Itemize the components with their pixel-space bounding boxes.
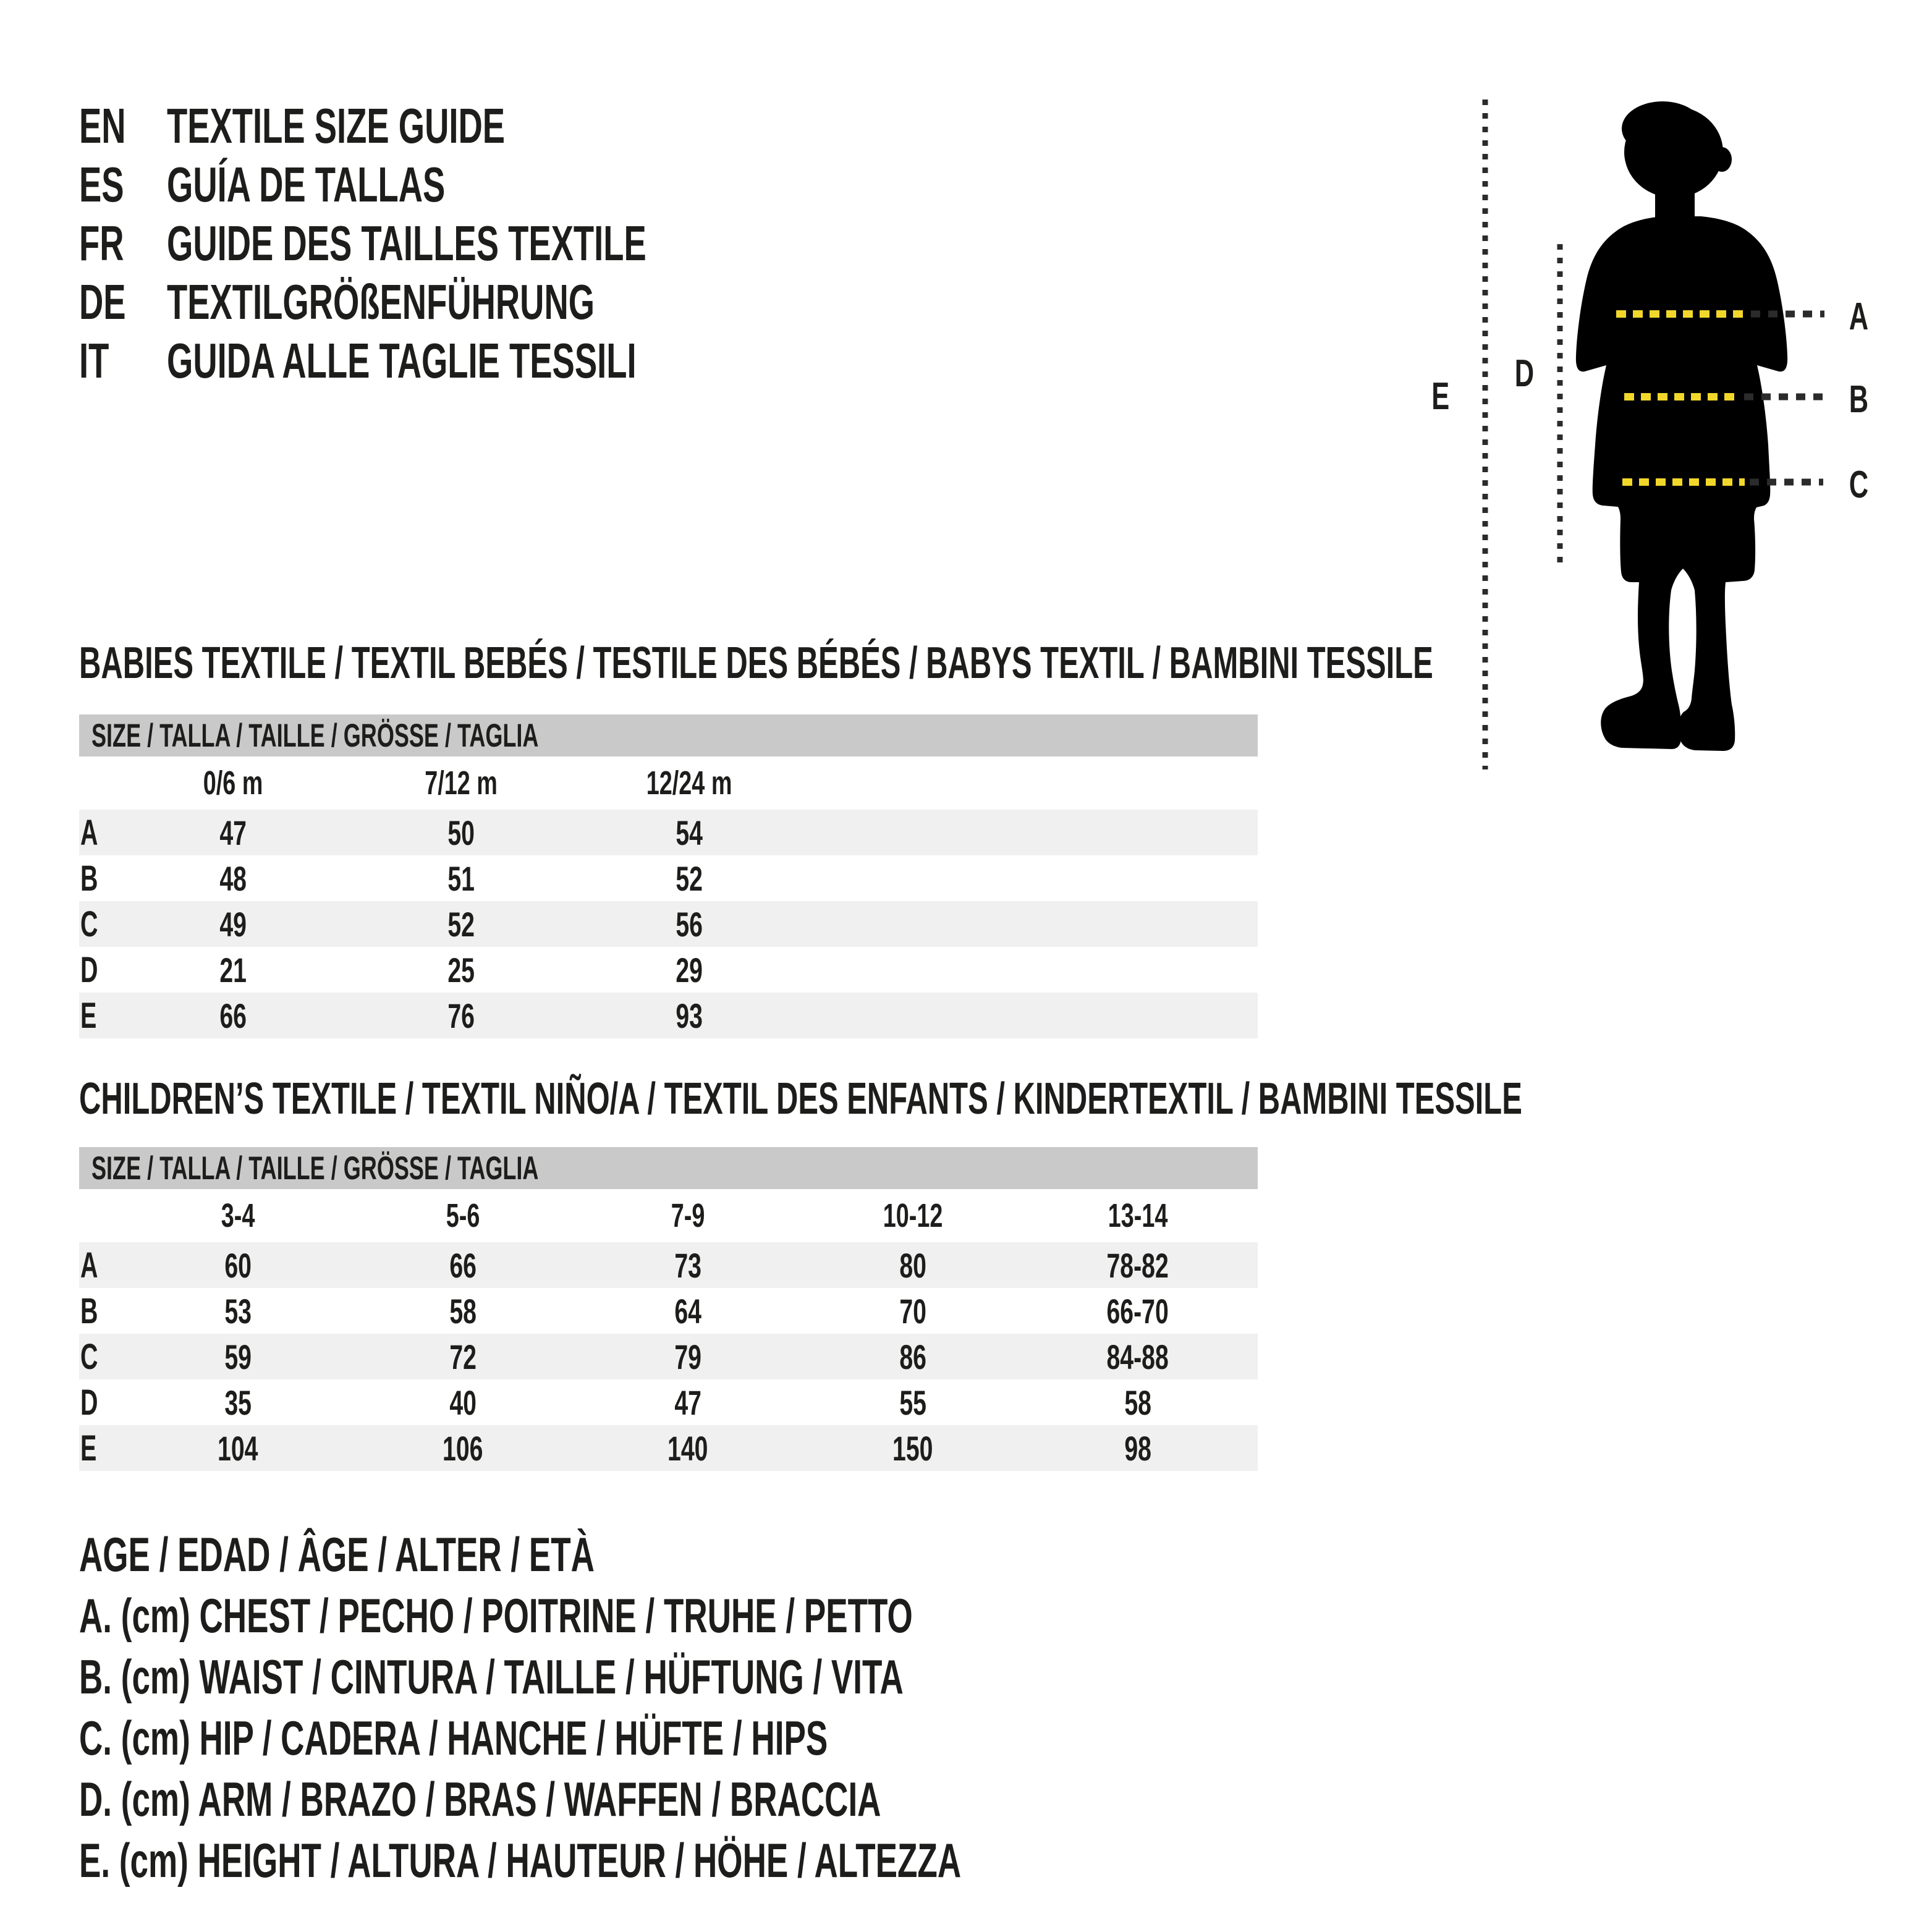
language-title: TEXTILGRÖßENFÜHRUNG — [167, 274, 595, 329]
language-code: ES — [79, 157, 124, 212]
table-row — [79, 947, 1258, 993]
children-column-header-row — [79, 1189, 1258, 1242]
table-cell: 70 — [899, 1291, 926, 1331]
table-cell: 58 — [1124, 1383, 1151, 1422]
row-label: E — [80, 1428, 97, 1468]
babies-section-heading: BABIES TEXTILE / TEXTIL BEBÉS / TESTILE DES BÉBÉS / BABYS TEXTIL / BAMBINI TESSILE — [79, 638, 1433, 688]
table-row — [79, 1242, 1258, 1288]
row-label: C — [80, 1336, 98, 1377]
table-cell: 29 — [676, 950, 703, 989]
table-cell: 35 — [224, 1383, 252, 1422]
table-cell: 56 — [676, 904, 703, 944]
table-row — [79, 1379, 1258, 1425]
table-cell: 47 — [219, 813, 247, 852]
table-cell: 66-70 — [1106, 1291, 1169, 1331]
table-cell: 72 — [449, 1337, 477, 1376]
table-cell: 50 — [447, 813, 475, 852]
label-hip: C — [1849, 464, 1869, 506]
legend-waist-line: B. (cm) WAIST / CINTURA / TAILLE / HÜFTUNG / VITA — [79, 1650, 904, 1704]
table-cell: 25 — [447, 950, 475, 989]
babies-size-header-bar: SIZE / TALLA / TAILLE / GRÖSSE / TAGLIA — [79, 714, 1258, 756]
children-section-heading: CHILDREN’S TEXTILE / TEXTIL NIÑO/A / TEXTIL DES ENFANTS / KINDERTEXTIL / BAMBINI TESSILE — [79, 1074, 1522, 1124]
table-cell: 140 — [667, 1428, 708, 1468]
table-cell: 51 — [447, 858, 475, 898]
table-cell: 150 — [892, 1428, 933, 1468]
language-code: DE — [79, 274, 126, 329]
language-title: GUIDE DES TAILLES TEXTILE — [167, 216, 646, 271]
table-cell: 93 — [676, 996, 703, 1035]
table-cell: 47 — [674, 1383, 701, 1422]
row-label: B — [80, 1290, 98, 1331]
table-cell: 21 — [219, 950, 247, 989]
label-waist: B — [1849, 378, 1869, 421]
table-cell: 53 — [224, 1291, 252, 1331]
label-arm: D — [1514, 352, 1535, 395]
table-row — [79, 810, 1258, 855]
legend-age-line: AGE / EDAD / ÂGE / ALTER / ETÀ — [79, 1527, 595, 1582]
children-size-header-bar: SIZE / TALLA / TAILLE / GRÖSSE / TAGLIA — [79, 1147, 1258, 1189]
column-header: 13-14 — [1108, 1197, 1168, 1234]
language-code: EN — [79, 98, 126, 153]
table-row — [79, 1425, 1258, 1471]
table-cell: 106 — [443, 1428, 483, 1468]
row-label: E — [80, 995, 97, 1036]
label-height: E — [1431, 375, 1450, 418]
table-cell: 66 — [219, 996, 247, 1035]
language-code: FR — [79, 216, 124, 271]
column-header: 3-4 — [221, 1197, 255, 1234]
table-cell: 58 — [449, 1291, 477, 1331]
table-cell: 73 — [674, 1245, 701, 1285]
language-code: IT — [79, 333, 109, 388]
table-cell: 76 — [447, 996, 475, 1035]
row-label: D — [80, 1382, 98, 1423]
language-title: GUIDA ALLE TAGLIE TESSILI — [167, 333, 637, 388]
legend-arm-line: D. (cm) ARM / BRAZO / BRAS / WAFFEN / BRACCIA — [79, 1772, 881, 1826]
table-cell: 98 — [1124, 1428, 1151, 1468]
legend-chest-line: A. (cm) CHEST / PECHO / POITRINE / TRUHE / PETTO — [79, 1588, 913, 1643]
table-cell: 79 — [674, 1337, 701, 1376]
row-label: B — [80, 858, 98, 899]
language-title: TEXTILE SIZE GUIDE — [167, 98, 506, 153]
column-header: 0/6 m — [203, 765, 263, 802]
table-cell: 84-88 — [1106, 1337, 1169, 1376]
table-cell: 60 — [224, 1245, 252, 1285]
row-label: C — [80, 904, 98, 944]
table-cell: 52 — [447, 904, 475, 944]
language-title: GUÍA DE TALLAS — [167, 157, 446, 212]
column-header: 5-6 — [446, 1197, 480, 1234]
row-label: A — [80, 1245, 98, 1286]
row-label: D — [80, 949, 98, 990]
table-cell: 104 — [218, 1428, 258, 1468]
table-cell: 49 — [219, 904, 247, 944]
table-cell: 64 — [674, 1291, 701, 1331]
column-header: 7-9 — [671, 1197, 705, 1234]
table-row — [79, 1334, 1258, 1379]
label-chest: A — [1849, 295, 1869, 338]
table-row — [79, 1288, 1258, 1334]
column-header: 12/24 m — [646, 765, 732, 802]
table-row — [79, 855, 1258, 901]
babies-column-header-row — [79, 756, 1258, 810]
table-cell: 80 — [899, 1245, 926, 1285]
row-label: A — [80, 812, 98, 853]
table-cell: 55 — [899, 1383, 926, 1422]
table-cell: 86 — [899, 1337, 926, 1376]
table-cell: 40 — [449, 1383, 477, 1422]
table-cell: 78-82 — [1106, 1245, 1169, 1285]
table-cell: 52 — [676, 858, 703, 898]
table-cell: 54 — [676, 813, 703, 852]
table-row — [79, 901, 1258, 947]
table-row — [79, 993, 1258, 1038]
legend-hip-line: C. (cm) HIP / CADERA / HANCHE / HÜFTE / HIPS — [79, 1711, 828, 1765]
table-cell: 66 — [449, 1245, 477, 1285]
table-cell: 59 — [224, 1337, 252, 1376]
column-header: 10-12 — [883, 1197, 943, 1234]
column-header: 7/12 m — [425, 765, 498, 802]
table-cell: 48 — [219, 858, 247, 898]
legend-height-line: E. (cm) HEIGHT / ALTURA / HAUTEUR / HÖHE / ALTEZZA — [79, 1833, 962, 1888]
